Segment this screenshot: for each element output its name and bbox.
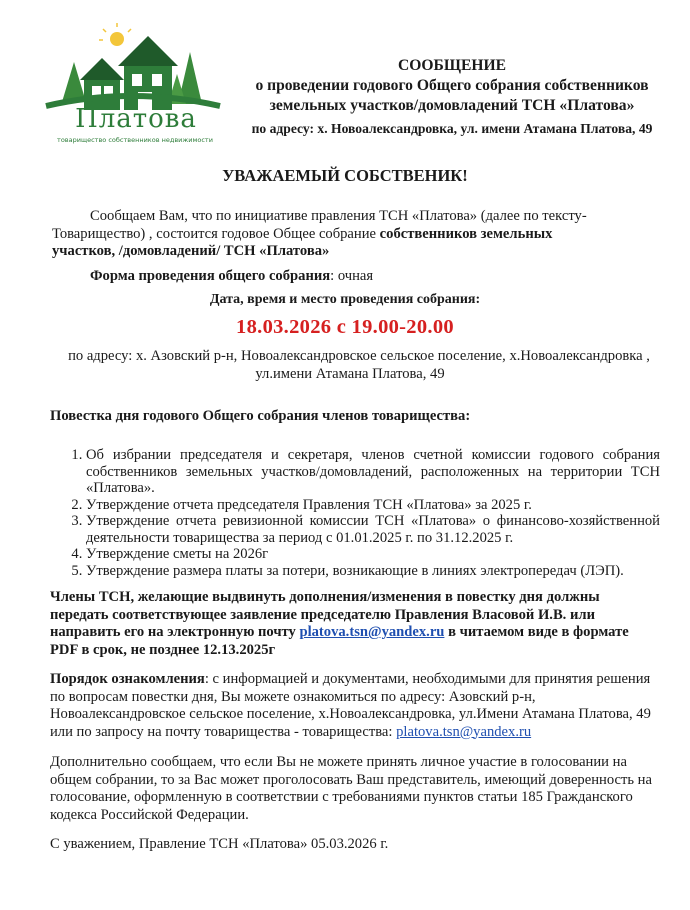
procedure-label: Порядок ознакомления [50, 671, 205, 687]
date-label: Дата, время и место проведения собрания: [209, 292, 481, 307]
members-notice [50, 589, 658, 659]
members-text: Члены ТСН, желающие выдвинуть дополнения/изменения в повестку дня должны передать соответствующее заявление председателю Правления Власовой И.В. или направить его на электронную почту [50, 589, 600, 640]
company-logo [40, 22, 225, 150]
meeting-form [90, 268, 373, 286]
procedure-text: : с информацией и документами, необходимыми для принятия решения по вопросам повестки дня, Вы можете ознакомиться по адресу: Азовский р-н, Новоалександровское сельское поселение, х.Новоалександровка, ул.Имени Атамана Платова, 49 или по запросу на почту товарищества - товарищества: [50, 671, 651, 740]
agenda-item: 1. Об избрании председателя и секретаря, членов счетной комиссии годового собрания собственников земельных участков/домовладений, расположенных на территории ТСН «Платова». [86, 447, 660, 497]
address-line-2: ул.имени Атамана Платова, 49 [255, 365, 445, 382]
agenda-item: 2. Утверждение отчета председателя Правления ТСН «Платова» за 2025 г. [86, 497, 660, 514]
agenda-item: 5. Утверждение размера платы за потери, возникающие в линиях электропередач (ЛЭП). [86, 563, 660, 580]
proxy-notice: Дополнительно сообщаем, что если Вы не можете принять личное участие в голосовании на общем собрании, то за Вас может проголосовать Ваш представитель, имеющий доверенность на голосование, оформленную в соответствии с требованиями пунктов статьи 185 Гражданского кодекса Российской Федерации. [50, 754, 652, 823]
greeting: УВАЖАЕМЫЙ СОБСТВЕНИК! [222, 166, 468, 185]
form-label: Форма проведения общего собрания [90, 268, 331, 284]
logo-tagline: товарищество собственников недвижимости [57, 136, 213, 144]
intro-paragraph [52, 208, 612, 261]
email-link[interactable]: platova.tsn@yandex.ru [396, 723, 532, 740]
agenda-list [50, 447, 660, 579]
notice-title [232, 56, 672, 139]
meeting-date: 18.03.2026 с 19.00-20.00 [236, 316, 454, 338]
title-line-3: земельных участков/домовладений ТСН «Платова» [269, 97, 635, 114]
meeting-address [0, 348, 690, 383]
title-address: по адресу: х. Новоалександровка, ул. имени Атамана Платова, 49 [251, 121, 653, 136]
agenda-item: 4. Утверждение сметы на 2026г [86, 546, 660, 563]
logo-brand: Платова [75, 104, 197, 134]
members-deadline: в читаемом виде в формате PDF в срок, не позднее 12.13.2025г [50, 624, 629, 658]
intro-bold: собственников земельных участков, /домовладений/ ТСН «Платова» [52, 225, 553, 259]
title-line-2: о проведении годового Общего собрания собственников [255, 77, 649, 94]
title-line-1: СООБЩЕНИЕ [397, 57, 506, 74]
address-line-1: по адресу: х. Азовский р-н, Новоалександровское сельское поселение, х.Новоалександровка , [68, 348, 650, 364]
agenda-item: 3. Утверждение отчета ревизионной комиссии ТСН «Платова» о финансово-хозяйственной деятельности товарищества за период с 01.01.2025 г. по 31.12.2025 г. [86, 513, 660, 546]
form-value: : очная [330, 268, 374, 284]
agenda-title: Повестка дня годового Общего собрания членов товарищества: [50, 408, 471, 424]
signature: С уважением, Правление ТСН «Платова» 05.03.2026 г. [50, 836, 389, 852]
email-link[interactable]: platova.tsn@yandex.ru [299, 624, 445, 640]
procedure-paragraph [50, 671, 658, 741]
intro-text: Сообщаем Вам, что по инициативе правления ТСН «Платова» (далее по тексту-Товарищество) , состоится годовое Общее собрание [52, 208, 587, 242]
